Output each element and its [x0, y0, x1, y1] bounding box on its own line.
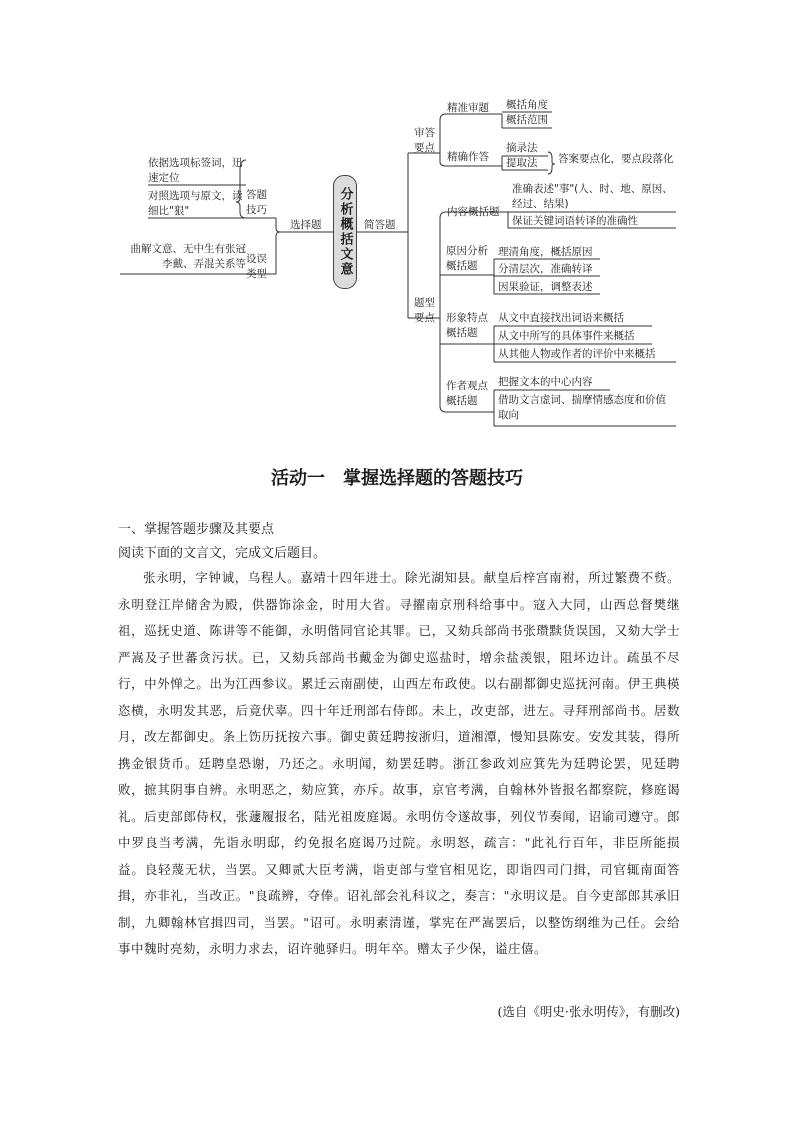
- method-note: 答案要点化，要点段落化: [558, 153, 674, 165]
- subheading: 一、掌握答题步骤及其要点: [118, 522, 275, 537]
- neirong-1: 准确表述"事"(人、时、地、原因、经过、结果): [512, 183, 673, 210]
- mind-map-lines: [0, 0, 794, 440]
- neirong-2: 保证关键词语转译的准确性: [512, 215, 638, 227]
- tips-label: 答题技巧: [246, 189, 267, 216]
- mind-map: [0, 0, 794, 440]
- gaikuo-jiaodu: 概括角度: [506, 99, 548, 111]
- yuanyin-label: 原因分析概括题: [446, 245, 488, 272]
- jingque-label: 精确作答: [447, 151, 489, 163]
- tiqu-label: 提取法: [506, 157, 538, 169]
- instruction: 阅读下面的文言文，完成文后题目。: [118, 546, 327, 561]
- yuanyin-2: 分清层次，准确转译: [498, 263, 593, 275]
- gaikuo-fanwei: 概括范围: [506, 114, 548, 126]
- jingzhun-label: 精准审题: [447, 102, 489, 114]
- zhailu-label: 摘录法: [506, 142, 538, 154]
- xingxiang-3: 从其他人物或作者的评价中来概括: [498, 348, 656, 360]
- xingxiang-1: 从文中直接找出词语来概括: [498, 312, 624, 324]
- zuozhe-label: 作者观点概括题: [446, 380, 488, 407]
- zuozhe-1: 把握文本的中心内容: [498, 376, 593, 388]
- xingxiang-label: 形象特点概括题: [446, 312, 488, 339]
- center-node: [333, 175, 357, 289]
- source-citation: (选自《明史·张永明传》，有删改): [497, 1004, 680, 1019]
- zuozhe-2: 借助文言虚词、揣摩情感态度和价值取向: [498, 394, 666, 421]
- yuanyin-1: 理清角度，概括原因: [498, 246, 593, 258]
- tixing-label: 题型要点: [414, 297, 435, 324]
- tip-2: 对照选项与原文，读细比"狠": [148, 190, 243, 217]
- tip-1: 依据选项标签词，迅速定位: [148, 157, 243, 184]
- short-label: 简答题: [364, 219, 396, 231]
- center-text: 分析概括文意: [337, 187, 353, 277]
- choice-label: 选择题: [290, 219, 322, 231]
- xingxiang-2: 从文中所写的具体事件来概括: [498, 330, 635, 342]
- trap-text: 曲解文意、无中生有张冠李戴、弄混关系等: [130, 243, 246, 270]
- trap-label: 设误类型: [246, 253, 267, 280]
- section-title: 活动一 掌握选择题的答题技巧: [271, 468, 523, 489]
- passage: 张永明，字钟诚，乌程人。嘉靖十四年进士。除光湖知县。献皇后梓宫南祔，所过繁费不赀。永明登江岸储舍为殿，供器饰涂金，时用大省。寻擢南京刑科给事中。寇入大同，山西总督樊继祖，巡抚史道、陈讲等不能御，永明偕同官论其罪。已，又劾兵部尚书张瓒黩货误国，又劾大学士严嵩及子世蕃贪污状。已，又劾兵部尚书戴金为御史巡盐时，增余盐羡银，阻坏边计。疏虽不尽行，中外惮之。出为江西参议。累迁云南副使，山西左布政使。以右副都御史巡抚河南。伊王典楧恣横，永明发其恶，后竟伏辜。四十年迁刑部右侍郎。未上，改吏部，进左。寻拜刑部尚书。居数月，改左都御史。条上饬历抚按六事。御史黄廷聘按浙归，道湘潭，慢知县陈安。安发其装，得所携金银货币。廷聘皇恐谢，乃还之。永明闻，劾罢廷聘。浙江参政刘应箕先为廷聘论罢，见廷聘败，摭其阴事自辨。永明恶之，劾应箕，亦斥。故事，京官考满，自翰林外皆报名都察院，修庭谒礼。后吏部郎侍权，张蘧履报名，陆光祖废庭谒。永明仿令遂故事，列仪节奏闻，诏谕司遵守。郎中罗良当考满，先诣永明邸，约免报名庭谒乃过院。永明怒，疏言："此礼行百年，非臣所能损益。良轻蔑无状，当罢。又卿贰大臣考满，诣吏部与堂官相见讫，即诣四司门揖，司官辄南面答揖，亦非礼，当改正。"良疏辨，夺俸。诏礼部会礼科议之，奏言："永明议是。自今吏部郎其承旧制，九卿翰林官揖四司，当罢。"诏可。永明素清谨，掌宪在严嵩罢后，以整饬纲维为己任。会给事中魏时亮劾，永明力求去，诏许驰驿归。明年卒。赠太子少保，谥庄僖。: [118, 570, 680, 956]
- yuanyin-3: 因果验证，调整表述: [498, 281, 593, 293]
- shendian-label: 审答要点: [414, 127, 435, 154]
- neirong-label: 内容概括题: [447, 206, 500, 218]
